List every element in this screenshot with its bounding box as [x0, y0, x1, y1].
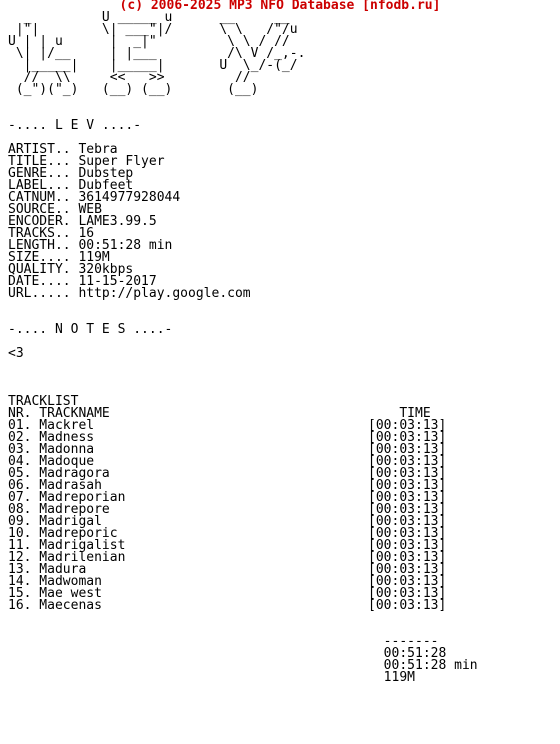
- nfo-text: _ U _____ u __ __ |"| \| ___"|/ \ \ /"/u U | | u | _|" \ \ / // \| |/__ | |___ /\ V /_,-. |_____| |_____| U \_/-(_/ // \\ << >> // (_")("_) (__) (__) (__) -.... L E V ....- ARTIST.. Tebra TITLE... Super Flyer GENRE... Dubstep LABEL... Dubfeet CATNUM.. 3614977928044 SOURCE.. WEB ENCODER. LAME3.99.5 TRACKS.. 16 LENGTH.. 00:51:28 min SIZE.... 119M QUALITY. 320kbps DATE.... 11-15-2017 URL..... http://play.google.com -.... N O T E S ....- <3 TRACKLIST NR. TRACKNAME TIME 01. Mackrel [00:03:13] 02. Madness [00:03:13] 03. Madonna [00:03:13] 04. Madoque [00:03:13] 05. Madragora [00:03:13] 06. Madrasah [00:03:13] 07. Madreporian [00:03:13] 08. Madrepore [00:03:13] 09. Madrigal [00:03:13] 10. Madreporic [00:03:13] 11. Madrigalist [00:03:13] 12. Madrilenian [00:03:13] 13. Madura [00:03:13] 14. Madwoman [00:03:13] 15. Mae west [00:03:13] 16. Maecenas [00:03:13] ------- 00:51:28 00:51:28 min 119M: [8, 10, 478, 685]
- site-banner: (c) 2006-2025 MP3 NFO Database [nfodb.ru]: [119, 0, 441, 13]
